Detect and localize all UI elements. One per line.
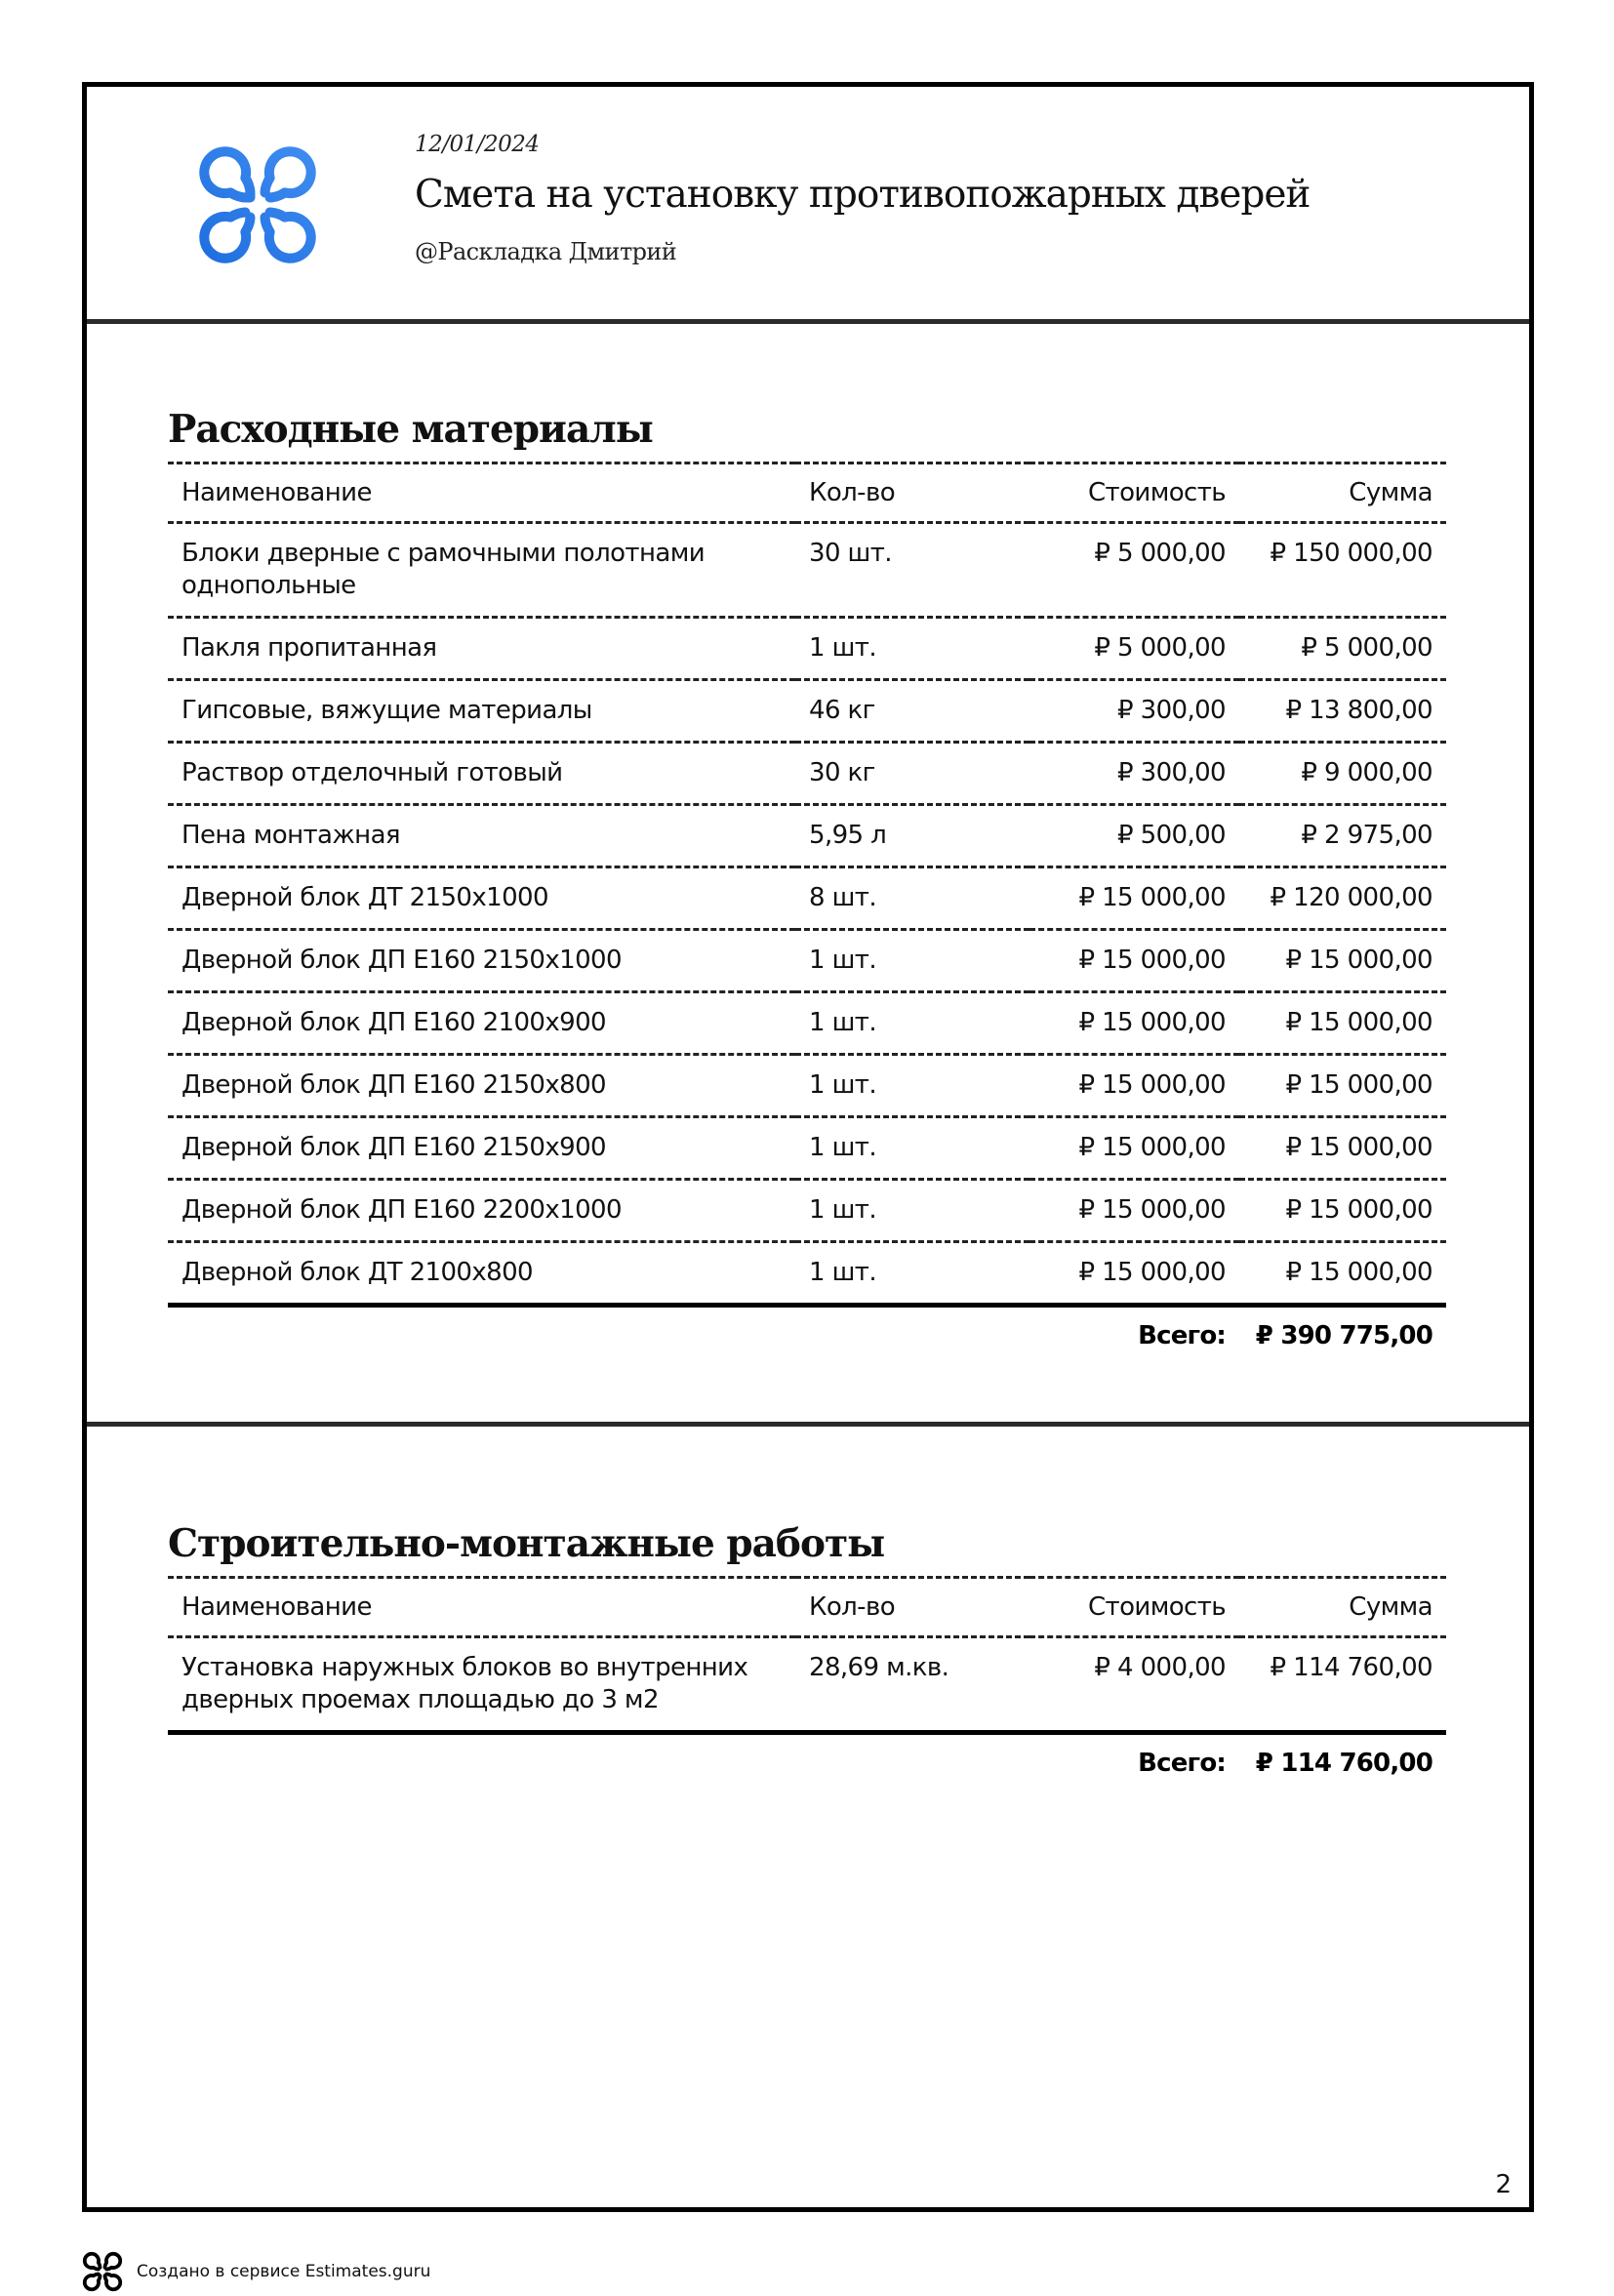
- table-row: [168, 992, 1446, 1055]
- item-sum: ₽ 15 000,00: [1285, 1070, 1432, 1100]
- works-table: [168, 1576, 1446, 1735]
- item-sum: ₽ 9 000,00: [1301, 758, 1432, 787]
- item-name: Раствор отделочный готовый: [182, 758, 563, 787]
- item-qty: 1 шт.: [809, 946, 877, 975]
- section-title: Строительно-монтажные работы: [168, 1521, 885, 1566]
- item-name: Дверной блок ДТ 2100х800: [182, 1258, 533, 1287]
- item-name: Дверной блок ДП Е160 2150х800: [182, 1070, 606, 1100]
- item-cost: ₽ 15 000,00: [1078, 1133, 1226, 1162]
- item-name: Установка наружных блоков во внутренних дверных проемах площадью до 3 м2: [182, 1653, 748, 1714]
- page-footer: [82, 2247, 430, 2296]
- item-cost: ₽ 300,00: [1117, 758, 1226, 787]
- item-name: Дверной блок ДП Е160 2150х900: [182, 1133, 606, 1162]
- item-qty: 1 шт.: [809, 633, 877, 663]
- document-title: Смета на установку противопожарных дверей: [415, 173, 1311, 217]
- table-row: [168, 680, 1446, 743]
- total-label: Всего:: [1138, 1321, 1226, 1350]
- item-name: Дверной блок ДП Е160 2100х900: [182, 1008, 606, 1037]
- item-sum: ₽ 15 000,00: [1285, 1008, 1432, 1037]
- item-cost: ₽ 15 000,00: [1078, 883, 1226, 912]
- item-name: Гипсовые, вяжущие материалы: [182, 696, 592, 725]
- item-sum: ₽ 15 000,00: [1285, 1195, 1432, 1225]
- item-qty: 1 шт.: [809, 1133, 877, 1162]
- item-qty: 1 шт.: [809, 1195, 877, 1225]
- item-cost: ₽ 15 000,00: [1078, 1258, 1226, 1287]
- table-row: [168, 867, 1446, 930]
- item-cost: ₽ 5 000,00: [1094, 633, 1226, 663]
- item-sum: ₽ 114 760,00: [1270, 1653, 1432, 1682]
- clover-logo-icon: [196, 143, 319, 266]
- table-row: [168, 743, 1446, 805]
- item-cost: ₽ 500,00: [1117, 821, 1226, 850]
- item-cost: ₽ 15 000,00: [1078, 1070, 1226, 1100]
- total-value: ₽ 114 760,00: [1255, 1749, 1432, 1778]
- item-qty: 1 шт.: [809, 1070, 877, 1100]
- column-header-sum: Сумма: [1349, 478, 1432, 507]
- table-row: [168, 805, 1446, 867]
- item-name: Дверной блок ДП Е160 2150х1000: [182, 946, 622, 975]
- item-sum: ₽ 15 000,00: [1285, 1258, 1432, 1287]
- section-divider: [87, 1422, 1529, 1427]
- section-total: [168, 1321, 1446, 1350]
- column-header-qty: Кол-во: [809, 478, 895, 507]
- item-qty: 46 кг: [809, 696, 875, 725]
- item-sum: ₽ 120 000,00: [1270, 883, 1432, 912]
- document-header: [87, 87, 1529, 324]
- materials-table: [168, 462, 1446, 1308]
- total-label: Всего:: [1138, 1749, 1226, 1778]
- table-row: [168, 1180, 1446, 1242]
- item-cost: ₽ 300,00: [1117, 696, 1226, 725]
- table-header-row: [168, 1578, 1446, 1637]
- column-header-cost: Стоимость: [1088, 1592, 1226, 1622]
- section-title: Расходные материалы: [168, 407, 653, 452]
- item-cost: ₽ 15 000,00: [1078, 1195, 1226, 1225]
- item-sum: ₽ 2 975,00: [1301, 821, 1432, 850]
- table-row: [168, 930, 1446, 992]
- document-date: 12/01/2024: [415, 132, 540, 157]
- table-row: [168, 1242, 1446, 1306]
- item-name: Блоки дверные с рамочными полотнами однопольные: [182, 539, 706, 600]
- item-sum: ₽ 13 800,00: [1285, 696, 1432, 725]
- item-name: Дверной блок ДТ 2150х1000: [182, 883, 548, 912]
- item-qty: 1 шт.: [809, 1258, 877, 1287]
- item-qty: 28,69 м.кв.: [809, 1653, 949, 1682]
- column-header-cost: Стоимость: [1088, 478, 1226, 507]
- clover-logo-icon: [82, 2251, 123, 2292]
- page-number: 2: [1495, 2170, 1512, 2199]
- table-row: [168, 1117, 1446, 1180]
- item-sum: ₽ 150 000,00: [1270, 539, 1432, 568]
- total-value: ₽ 390 775,00: [1255, 1321, 1432, 1350]
- item-name: Пакля пропитанная: [182, 633, 437, 663]
- item-name: Пена монтажная: [182, 821, 400, 850]
- column-header-name: Наименование: [182, 478, 372, 507]
- item-cost: ₽ 4 000,00: [1094, 1653, 1226, 1682]
- item-qty: 30 кг: [809, 758, 875, 787]
- table-header-row: [168, 463, 1446, 523]
- column-header-name: Наименование: [182, 1592, 372, 1622]
- table-row: [168, 618, 1446, 680]
- column-header-qty: Кол-во: [809, 1592, 895, 1622]
- section-works: [168, 1511, 1446, 1778]
- item-cost: ₽ 15 000,00: [1078, 946, 1226, 975]
- table-row: [168, 523, 1446, 618]
- page-frame: [82, 82, 1534, 2212]
- item-qty: 30 шт.: [809, 539, 892, 568]
- section-total: [168, 1749, 1446, 1778]
- item-cost: ₽ 15 000,00: [1078, 1008, 1226, 1037]
- item-qty: 1 шт.: [809, 1008, 877, 1037]
- item-sum: ₽ 15 000,00: [1285, 1133, 1432, 1162]
- item-qty: 5,95 л: [809, 821, 887, 850]
- item-qty: 8 шт.: [809, 883, 877, 912]
- document-author: @Раскладка Дмитрий: [415, 238, 677, 265]
- item-sum: ₽ 15 000,00: [1285, 946, 1432, 975]
- item-sum: ₽ 5 000,00: [1301, 633, 1432, 663]
- table-row: [168, 1055, 1446, 1117]
- item-name: Дверной блок ДП Е160 2200х1000: [182, 1195, 622, 1225]
- section-materials: [168, 397, 1446, 1350]
- item-cost: ₽ 5 000,00: [1094, 539, 1226, 568]
- footer-credit: Создано в сервисе Estimates.guru: [137, 2262, 431, 2281]
- table-row: [168, 1637, 1446, 1733]
- column-header-sum: Сумма: [1349, 1592, 1432, 1622]
